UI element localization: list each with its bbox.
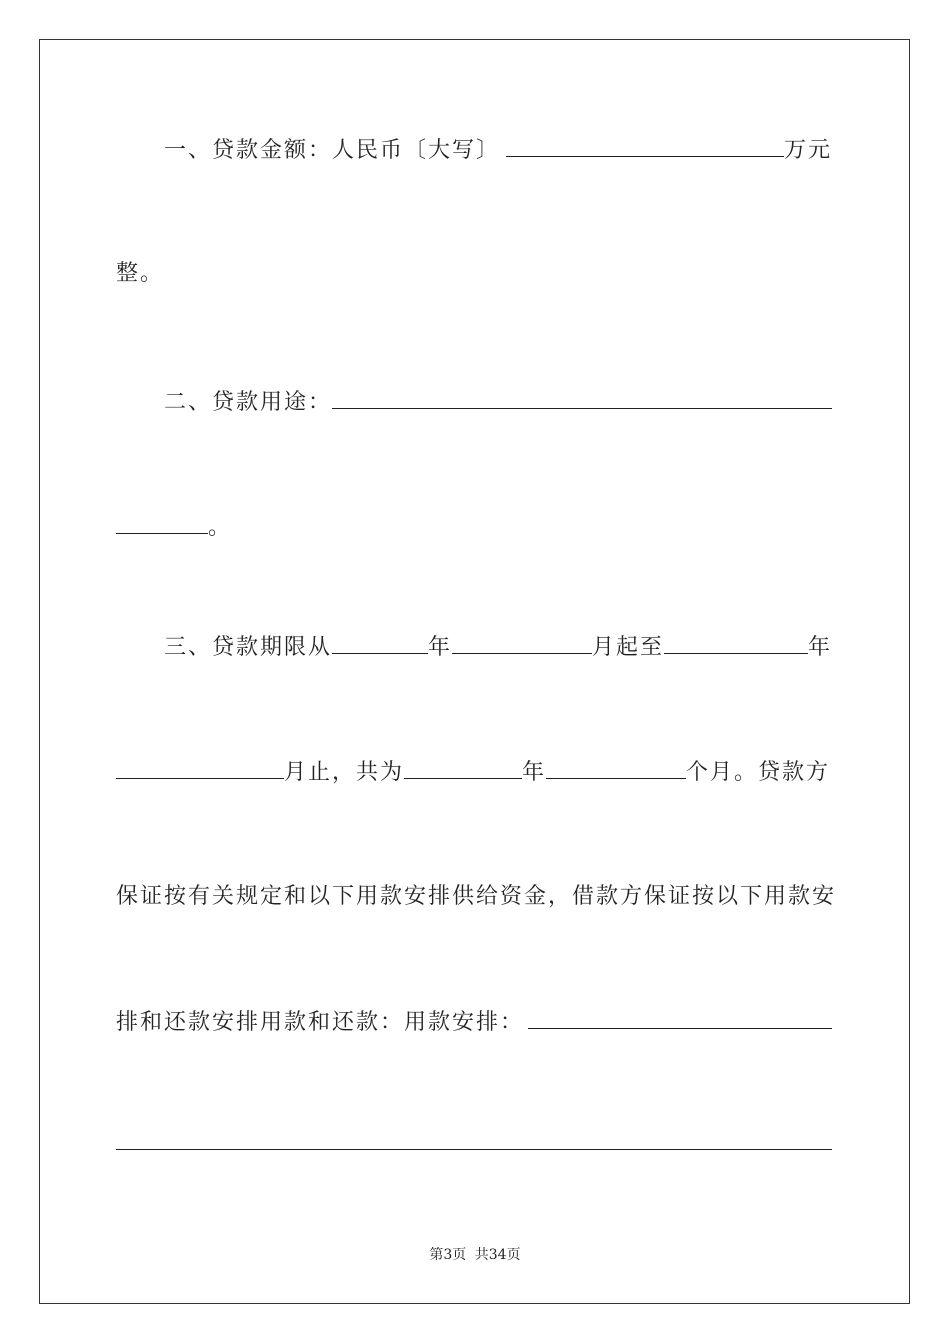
month-to-label: 月止，共为 bbox=[284, 760, 405, 785]
month-from-label: 月起至 bbox=[592, 635, 665, 660]
end-year-blank bbox=[664, 631, 808, 654]
usage-plan-blank bbox=[528, 1006, 832, 1029]
year-label-1: 年 bbox=[428, 635, 453, 660]
clause-2-label: 二、贷款用途： bbox=[164, 390, 333, 415]
amount-blank bbox=[506, 134, 784, 157]
clause-2-line bbox=[116, 383, 832, 423]
year-label-3: 年 bbox=[522, 760, 547, 785]
usage-plan-blank-2 bbox=[116, 1127, 832, 1150]
clause-3-sentence-2: 排和还款安排用款和还款：用款安排： bbox=[116, 1010, 525, 1035]
clause-3-line-3 bbox=[116, 877, 837, 917]
total-month-blank bbox=[546, 756, 686, 779]
clause-2-continuation-line bbox=[116, 508, 832, 548]
clause-1-tail: 万元 bbox=[783, 138, 832, 163]
clause-3-line-2 bbox=[116, 753, 832, 793]
purpose-blank bbox=[332, 386, 832, 409]
start-month-blank bbox=[452, 631, 592, 654]
page-total: 共34页 bbox=[474, 1247, 521, 1263]
clause-1-continuation: 整。 bbox=[116, 261, 165, 286]
page-border bbox=[39, 39, 910, 1304]
clause-2-end: 。 bbox=[208, 515, 233, 540]
clause-3-line-5 bbox=[116, 1127, 832, 1167]
clause-3-line bbox=[116, 628, 832, 668]
purpose-blank-2 bbox=[116, 511, 208, 534]
page-footer bbox=[0, 1245, 950, 1265]
clause-3-sentence: 保证按有关规定和以下用款安排供给资金，借款方保证按以下用款安 bbox=[116, 884, 837, 909]
clause-3-prefix: 三、贷款期限从 bbox=[164, 635, 333, 660]
page-number: 第3页 bbox=[429, 1247, 467, 1263]
end-month-blank bbox=[116, 756, 284, 779]
clause-1-continuation-line bbox=[116, 254, 832, 294]
months-tail: 个月。贷款方 bbox=[686, 760, 831, 785]
total-year-blank bbox=[404, 756, 522, 779]
year-label-2: 年 bbox=[807, 635, 832, 660]
clause-1-label: 一、贷款金额：人民币〔大写〕 bbox=[164, 138, 501, 163]
clause-3-line-4 bbox=[116, 1003, 832, 1043]
clause-1-line bbox=[116, 131, 832, 171]
start-year-blank bbox=[332, 631, 428, 654]
